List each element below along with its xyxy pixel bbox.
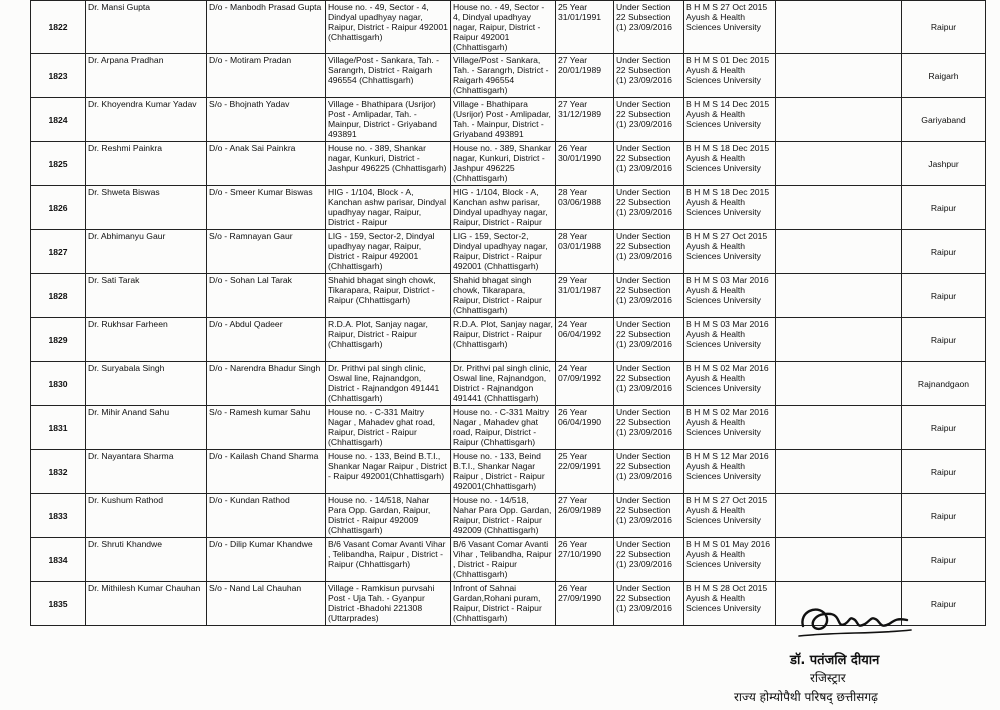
remarks-cell	[776, 98, 902, 142]
correspondence-address: Dr. Prithvi pal singh clinic, Oswal line, Rajnandgon, District - Rajnandgon 491441 (Chhattisgarh)	[451, 362, 556, 406]
age-dob: 26 Year 27/10/1990	[556, 538, 614, 582]
registration-section: Under Section 22 Subsection (1) 23/09/2016	[614, 318, 684, 362]
table-row	[31, 318, 986, 362]
qualification: B H M S 28 Oct 2015 Ayush & Health Sciences University	[684, 582, 776, 626]
district: Gariyaband	[902, 98, 986, 142]
district: Raigarh	[902, 54, 986, 98]
permanent-address: Shahid bhagat singh chowk, Tikarapara, Raipur, District - Raipur (Chhattisgarh)	[326, 274, 451, 318]
district: Raipur	[902, 318, 986, 362]
practitioner-name: Dr. Mansi Gupta	[86, 1, 207, 54]
correspondence-address: Village - Bhathipara (Usrijor) Post - Amlipadar, Tah. - Mainpur, District - Griyaband 493891	[451, 98, 556, 142]
practitioner-name: Dr. Sati Tarak	[86, 274, 207, 318]
correspondence-address: House no. - 49, Sector - 4, Dindyal upadhyay nagar, Raipur, District - Raipur 492001 (Chhattisgarh)	[451, 1, 556, 54]
district: Raipur	[902, 494, 986, 538]
serial-number: 1831	[31, 406, 86, 450]
permanent-address: House no. - 49, Sector - 4, Dindyal upadhyay nagar, Raipur, District - Raipur 492001 (Chhattisgarh)	[326, 1, 451, 54]
qualification: B H M S 27 Oct 2015 Ayush & Health Sciences University	[684, 494, 776, 538]
age-dob: 29 Year 31/01/1987	[556, 274, 614, 318]
registration-section: Under Section 22 Subsection (1) 23/09/2016	[614, 230, 684, 274]
remarks-cell	[776, 362, 902, 406]
district: Raipur	[902, 406, 986, 450]
correspondence-address: House no. - C-331 Maitry Nagar , Mahadev ghat road, Raipur, District - Raipur (Chhattisgarh)	[451, 406, 556, 450]
registration-section: Under Section 22 Subsection (1) 23/09/2016	[614, 54, 684, 98]
table-row	[31, 494, 986, 538]
serial-number: 1828	[31, 274, 86, 318]
parent-name: D/o - Anak Sai Painkra	[207, 142, 326, 186]
parent-name: S/o - Bhojnath Yadav	[207, 98, 326, 142]
practitioner-name: Dr. Kushum Rathod	[86, 494, 207, 538]
correspondence-address: Shahid bhagat singh chowk, Tikarapara, Raipur, District - Raipur (Chhattisgarh)	[451, 274, 556, 318]
age-dob: 28 Year 03/01/1988	[556, 230, 614, 274]
age-dob: 25 Year 31/01/1991	[556, 1, 614, 54]
permanent-address: LIG - 159, Sector-2, Dindyal upadhyay nagar, Raipur, District - Raipur 492001 (Chhattisgarh)	[326, 230, 451, 274]
practitioner-name: Dr. Shweta Biswas	[86, 186, 207, 230]
practitioner-name: Dr. Mihir Anand Sahu	[86, 406, 207, 450]
age-dob: 27 Year 26/09/1989	[556, 494, 614, 538]
serial-number: 1824	[31, 98, 86, 142]
registrar-organization: राज्य होम्योपैथी परिषद् छत्तीसगढ़	[734, 690, 878, 704]
parent-name: S/o - Ramnayan Gaur	[207, 230, 326, 274]
remarks-cell	[776, 142, 902, 186]
serial-number: 1822	[31, 1, 86, 54]
table-row	[31, 406, 986, 450]
serial-number: 1830	[31, 362, 86, 406]
remarks-cell	[776, 494, 902, 538]
parent-name: D/o - Dilip Kumar Khandwe	[207, 538, 326, 582]
district: Raipur	[902, 230, 986, 274]
serial-number: 1833	[31, 494, 86, 538]
district: Raipur	[902, 274, 986, 318]
permanent-address: Village/Post - Sankara, Tah. - Sarangrh, District - Raigarh 496554 (Chhattisgarh)	[326, 54, 451, 98]
serial-number: 1825	[31, 142, 86, 186]
qualification: B H M S 02 Mar 2016 Ayush & Health Sciences University	[684, 362, 776, 406]
age-dob: 27 Year 20/01/1989	[556, 54, 614, 98]
serial-number: 1826	[31, 186, 86, 230]
serial-number: 1829	[31, 318, 86, 362]
permanent-address: House no. - 14/518, Nahar Para Opp. Gardan, Raipur, District - Raipur 492009 (Chhattisgarh)	[326, 494, 451, 538]
serial-number: 1823	[31, 54, 86, 98]
registration-section: Under Section 22 Subsection (1) 23/09/2016	[614, 494, 684, 538]
practitioner-name: Dr. Nayantara Sharma	[86, 450, 207, 494]
qualification: B H M S 27 Oct 2015 Ayush & Health Sciences University	[684, 230, 776, 274]
registrar-name: डॉ. पतंजलि दीयान	[790, 653, 880, 668]
qualification: B H M S 02 Mar 2016 Ayush & Health Sciences University	[684, 406, 776, 450]
serial-number: 1835	[31, 582, 86, 626]
correspondence-address: B/6 Vasant Comar Avanti Vihar , Telibandha, Raipur , District - Raipur (Chhattisgarh)	[451, 538, 556, 582]
age-dob: 24 Year 06/04/1992	[556, 318, 614, 362]
practitioner-name: Dr. Khoyendra Kumar Yadav	[86, 98, 207, 142]
serial-number: 1827	[31, 230, 86, 274]
practitioner-name: Dr. Mithilesh Kumar Chauhan	[86, 582, 207, 626]
signature-mark	[795, 598, 915, 642]
permanent-address: HIG - 1/104, Block - A, Kanchan ashw parisar, Dindyal upadhyay nagar, Raipur, District - Raipur	[326, 186, 451, 230]
remarks-cell	[776, 1, 902, 54]
qualification: B H M S 18 Dec 2015 Ayush & Health Sciences University	[684, 186, 776, 230]
registration-section: Under Section 22 Subsection (1) 23/09/2016	[614, 362, 684, 406]
district: Raipur	[902, 450, 986, 494]
parent-name: D/o - Manbodh Prasad Gupta	[207, 1, 326, 54]
table-row	[31, 538, 986, 582]
correspondence-address: House no. - 133, Beind B.T.I., Shankar Nagar Raipur , District - Raipur 492001(Chhattisgarh)	[451, 450, 556, 494]
qualification: B H M S 03 Mar 2016 Ayush & Health Sciences University	[684, 274, 776, 318]
district: Raipur	[902, 538, 986, 582]
parent-name: D/o - Kundan Rathod	[207, 494, 326, 538]
registration-section: Under Section 22 Subsection (1) 23/09/2016	[614, 186, 684, 230]
permanent-address: House no. - 389, Shankar nagar, Kunkuri, District - Jashpur 496225 (Chhattisgarh)	[326, 142, 451, 186]
registration-section: Under Section 22 Subsection (1) 23/09/2016	[614, 142, 684, 186]
remarks-cell	[776, 450, 902, 494]
remarks-cell	[776, 538, 902, 582]
registration-section: Under Section 22 Subsection (1) 23/09/2016	[614, 98, 684, 142]
parent-name: S/o - Nand Lal Chauhan	[207, 582, 326, 626]
qualification: B H M S 01 Dec 2015 Ayush & Health Sciences University	[684, 54, 776, 98]
correspondence-address: Village/Post - Sankara, Tah. - Sarangrh, District - Raigarh 496554 (Chhattisgarh)	[451, 54, 556, 98]
remarks-cell	[776, 54, 902, 98]
serial-number: 1832	[31, 450, 86, 494]
registration-section: Under Section 22 Subsection (1) 23/09/2016	[614, 274, 684, 318]
age-dob: 27 Year 31/12/1989	[556, 98, 614, 142]
table-row	[31, 98, 986, 142]
practitioner-name: Dr. Shruti Khandwe	[86, 538, 207, 582]
qualification: B H M S 01 May 2016 Ayush & Health Sciences University	[684, 538, 776, 582]
practitioner-name: Dr. Rukhsar Farheen	[86, 318, 207, 362]
qualification: B H M S 12 Mar 2016 Ayush & Health Sciences University	[684, 450, 776, 494]
district: Raipur	[902, 1, 986, 54]
district: Rajnandgaon	[902, 362, 986, 406]
qualification: B H M S 18 Dec 2015 Ayush & Health Sciences University	[684, 142, 776, 186]
registration-section: Under Section 22 Subsection (1) 23/09/2016	[614, 1, 684, 54]
age-dob: 25 Year 22/09/1991	[556, 450, 614, 494]
permanent-address: B/6 Vasant Comar Avanti Vihar , Telibandha, Raipur , District - Raipur (Chhattisgarh)	[326, 538, 451, 582]
permanent-address: House no. - C-331 Maitry Nagar , Mahadev ghat road, Raipur, District - Raipur (Chhattisgarh)	[326, 406, 451, 450]
table-row	[31, 142, 986, 186]
age-dob: 26 Year 30/01/1990	[556, 142, 614, 186]
district: Raipur	[902, 186, 986, 230]
permanent-address: Village - Bhathipara (Usrijor) Post - Amlipadar, Tah. - Mainpur, District - Griyaband 493891	[326, 98, 451, 142]
parent-name: D/o - Abdul Qadeer	[207, 318, 326, 362]
remarks-cell	[776, 186, 902, 230]
qualification: B H M S 14 Dec 2015 Ayush & Health Sciences University	[684, 98, 776, 142]
correspondence-address: Infront of Sahnai Gardan,Rohani puram, Raipur, District - Raipur (Chhattisgarh)	[451, 582, 556, 626]
age-dob: 26 Year 27/09/1990	[556, 582, 614, 626]
correspondence-address: LIG - 159, Sector-2, Dindyal upadhyay nagar, Raipur, District - Raipur 492001 (Chhattisgarh)	[451, 230, 556, 274]
table-row	[31, 186, 986, 230]
table-row	[31, 230, 986, 274]
practitioner-name: Dr. Arpana Pradhan	[86, 54, 207, 98]
district: Raipur	[902, 582, 986, 626]
table-row	[31, 274, 986, 318]
remarks-cell	[776, 274, 902, 318]
correspondence-address: House no. - 389, Shankar nagar, Kunkuri, District - Jashpur 496225 (Chhattisgarh)	[451, 142, 556, 186]
remarks-cell	[776, 406, 902, 450]
qualification: B H M S 27 Oct 2015 Ayush & Health Sciences University	[684, 1, 776, 54]
registration-section: Under Section 22 Subsection (1) 23/09/2016	[614, 538, 684, 582]
age-dob: 24 Year 07/09/1992	[556, 362, 614, 406]
permanent-address: Dr. Prithvi pal singh clinic, Oswal line, Rajnandgon, District - Rajnandgon 491441 (Chhattisgarh)	[326, 362, 451, 406]
table-row	[31, 54, 986, 98]
correspondence-address: R.D.A. Plot, Sanjay nagar, Raipur, District - Raipur (Chhattisgarh)	[451, 318, 556, 362]
table-row	[31, 1, 986, 54]
parent-name: D/o - Narendra Bhadur Singh	[207, 362, 326, 406]
permanent-address: House no. - 133, Beind B.T.I., Shankar Nagar Raipur , District - Raipur 492001(Chhattisgarh)	[326, 450, 451, 494]
qualification: B H M S 03 Mar 2016 Ayush & Health Sciences University	[684, 318, 776, 362]
registration-table	[30, 0, 986, 626]
correspondence-address: House no. - 14/518, Nahar Para Opp. Gardan, Raipur, District - Raipur 492009 (Chhattisgarh)	[451, 494, 556, 538]
parent-name: D/o - Kailash Chand Sharma	[207, 450, 326, 494]
table-row	[31, 362, 986, 406]
district: Jashpur	[902, 142, 986, 186]
serial-number: 1834	[31, 538, 86, 582]
parent-name: D/o - Motiram Pradan	[207, 54, 326, 98]
age-dob: 28 Year 03/06/1988	[556, 186, 614, 230]
practitioner-name: Dr. Suryabala Singh	[86, 362, 207, 406]
correspondence-address: HIG - 1/104, Block - A, Kanchan ashw parisar, Dindyal upadhyay nagar, Raipur, District - Raipur	[451, 186, 556, 230]
table-row	[31, 450, 986, 494]
registration-section: Under Section 22 Subsection (1) 23/09/2016	[614, 582, 684, 626]
permanent-address: Village - Ramkisun purvsahi Post - Uja Tah. - Gyanpur District -Bhadohi 221308 (Uttarprades)	[326, 582, 451, 626]
registration-section: Under Section 22 Subsection (1) 23/09/2016	[614, 406, 684, 450]
parent-name: S/o - Ramesh kumar Sahu	[207, 406, 326, 450]
age-dob: 26 Year 06/04/1990	[556, 406, 614, 450]
parent-name: D/o - Sohan Lal Tarak	[207, 274, 326, 318]
remarks-cell	[776, 318, 902, 362]
registrar-title: रजिस्ट्रार	[810, 671, 846, 685]
registration-section: Under Section 22 Subsection (1) 23/09/2016	[614, 450, 684, 494]
practitioner-name: Dr. Abhimanyu Gaur	[86, 230, 207, 274]
remarks-cell	[776, 230, 902, 274]
parent-name: D/o - Smeer Kumar Biswas	[207, 186, 326, 230]
practitioner-name: Dr. Reshmi Painkra	[86, 142, 207, 186]
permanent-address: R.D.A. Plot, Sanjay nagar, Raipur, District - Raipur (Chhattisgarh)	[326, 318, 451, 362]
table-body	[31, 1, 986, 626]
